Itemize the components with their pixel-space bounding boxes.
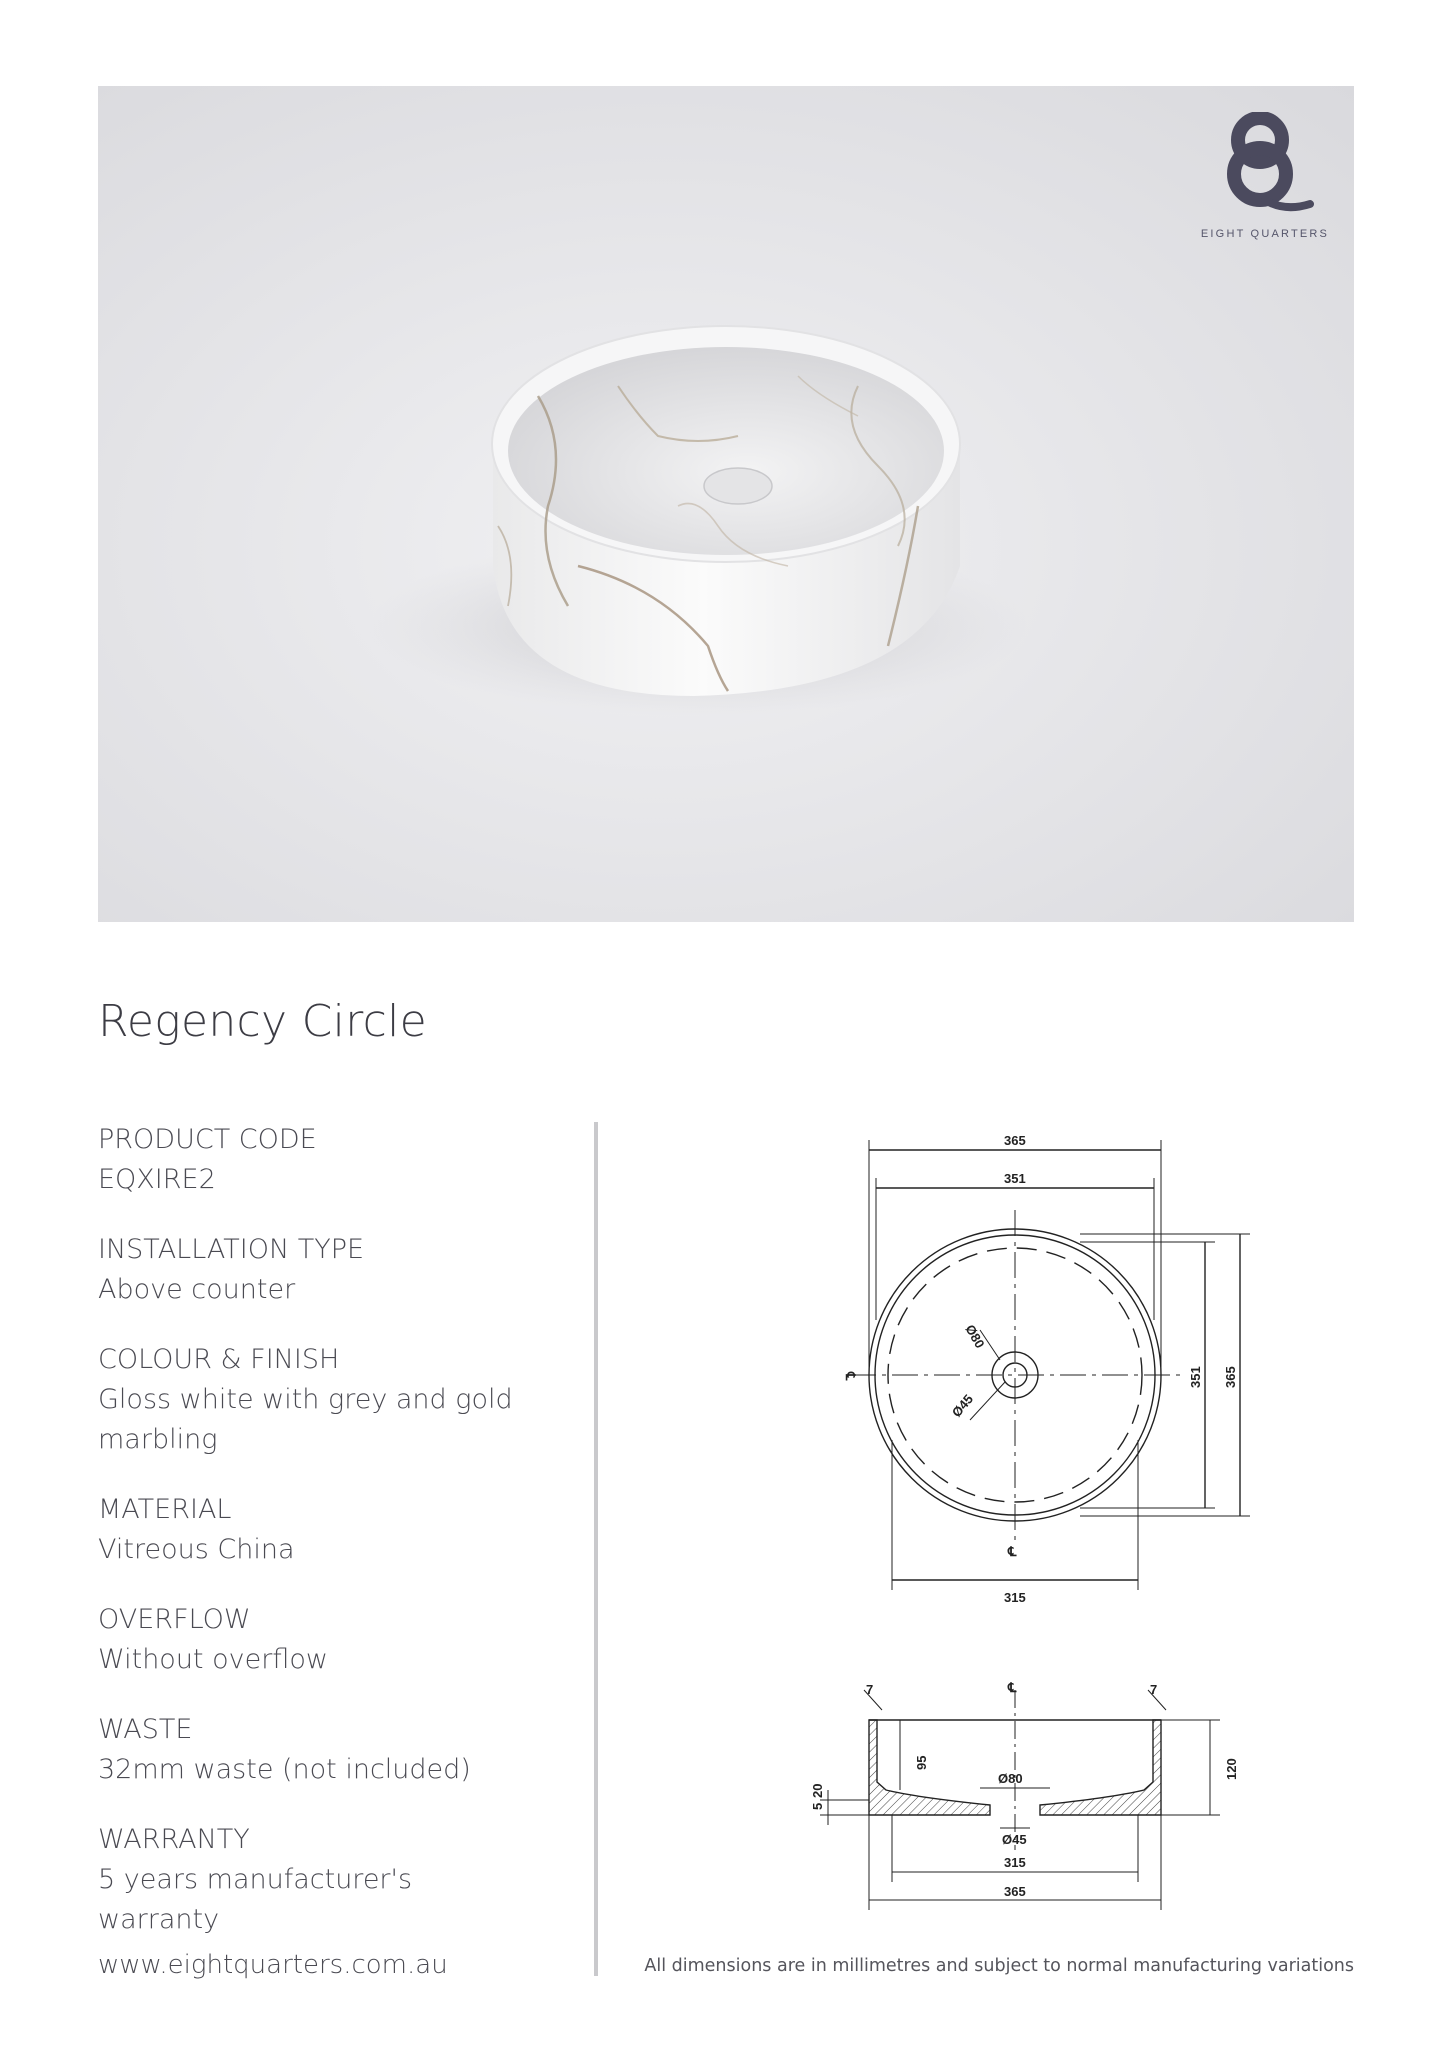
marble-basin-photo [98, 86, 1354, 922]
spec-value: EQXIRE2 [98, 1164, 216, 1195]
spec-label: COLOUR & FINISH [98, 1344, 340, 1375]
spec-label: WARRANTY [98, 1824, 250, 1855]
dim-drain-outer: Ø80 [962, 1322, 988, 1351]
dim-base-large: 20 [810, 1783, 825, 1798]
top-view-drawing [790, 1120, 1270, 1624]
dim-wall-right: 7 [1150, 1682, 1158, 1697]
dim-side-outer: 365 [1223, 1366, 1238, 1388]
spec-value: 5 years manufacturer's warranty [98, 1864, 413, 1935]
spec-label: OVERFLOW [98, 1604, 251, 1635]
spec-product-code [98, 1120, 538, 1200]
dim-drain-inner: Ø45 [948, 1391, 977, 1420]
centerline-top: ℄ [1008, 1680, 1017, 1695]
spec-label: INSTALLATION TYPE [98, 1234, 365, 1265]
dim-wall-left: 7 [866, 1682, 874, 1697]
spec-value: 32mm waste (not included) [98, 1754, 471, 1785]
spec-label: WASTE [98, 1714, 193, 1745]
brand-logo [1200, 112, 1330, 240]
side-view-diagram [790, 1670, 1270, 1930]
spec-list [98, 1120, 538, 1970]
top-view-diagram [790, 1120, 1270, 1620]
eight-quarters-logo-icon [1210, 112, 1320, 222]
spec-colour-finish [98, 1340, 538, 1460]
centerline-left: ℄ [843, 1372, 858, 1381]
dim-base-small: 5 [810, 1802, 825, 1810]
dim-base-width: 315 [1004, 1855, 1026, 1870]
dim-drain-outer: Ø80 [998, 1771, 1023, 1786]
spec-value: Gloss white with grey and gold marbling [98, 1384, 513, 1455]
product-photo [98, 86, 1354, 922]
dim-side-inner: 351 [1188, 1366, 1203, 1388]
spec-value: Vitreous China [98, 1534, 295, 1565]
spec-waste [98, 1710, 538, 1790]
dim-drain-inner: Ø45 [1002, 1832, 1027, 1847]
dim-outer-width: 365 [1004, 1133, 1026, 1148]
dim-inner-width: 351 [1004, 1171, 1026, 1186]
website-link[interactable]: www.eightquarters.com.au [98, 1950, 448, 1980]
dimensions-note: All dimensions are in millimetres and subject to normal manufacturing variations [644, 1956, 1354, 1976]
side-view-drawing [790, 1670, 1270, 1934]
column-divider [594, 1122, 598, 1976]
spec-overflow [98, 1600, 538, 1680]
brand-name: EIGHT QUARTERS [1200, 228, 1330, 240]
dim-outer-width: 365 [1004, 1884, 1026, 1899]
centerline-bottom: ℄ [1008, 1544, 1017, 1559]
dim-total-height: 120 [1224, 1758, 1239, 1780]
page-title: Regency Circle [98, 996, 428, 1047]
spec-value: Above counter [98, 1274, 296, 1305]
spec-label: PRODUCT CODE [98, 1124, 317, 1155]
spec-installation-type [98, 1230, 538, 1310]
dim-inner-depth: 95 [914, 1755, 929, 1770]
spec-value: Without overflow [98, 1644, 328, 1675]
spec-label: MATERIAL [98, 1494, 232, 1525]
spec-material [98, 1490, 538, 1570]
dim-base-width: 315 [1004, 1590, 1026, 1605]
spec-warranty [98, 1820, 538, 1940]
